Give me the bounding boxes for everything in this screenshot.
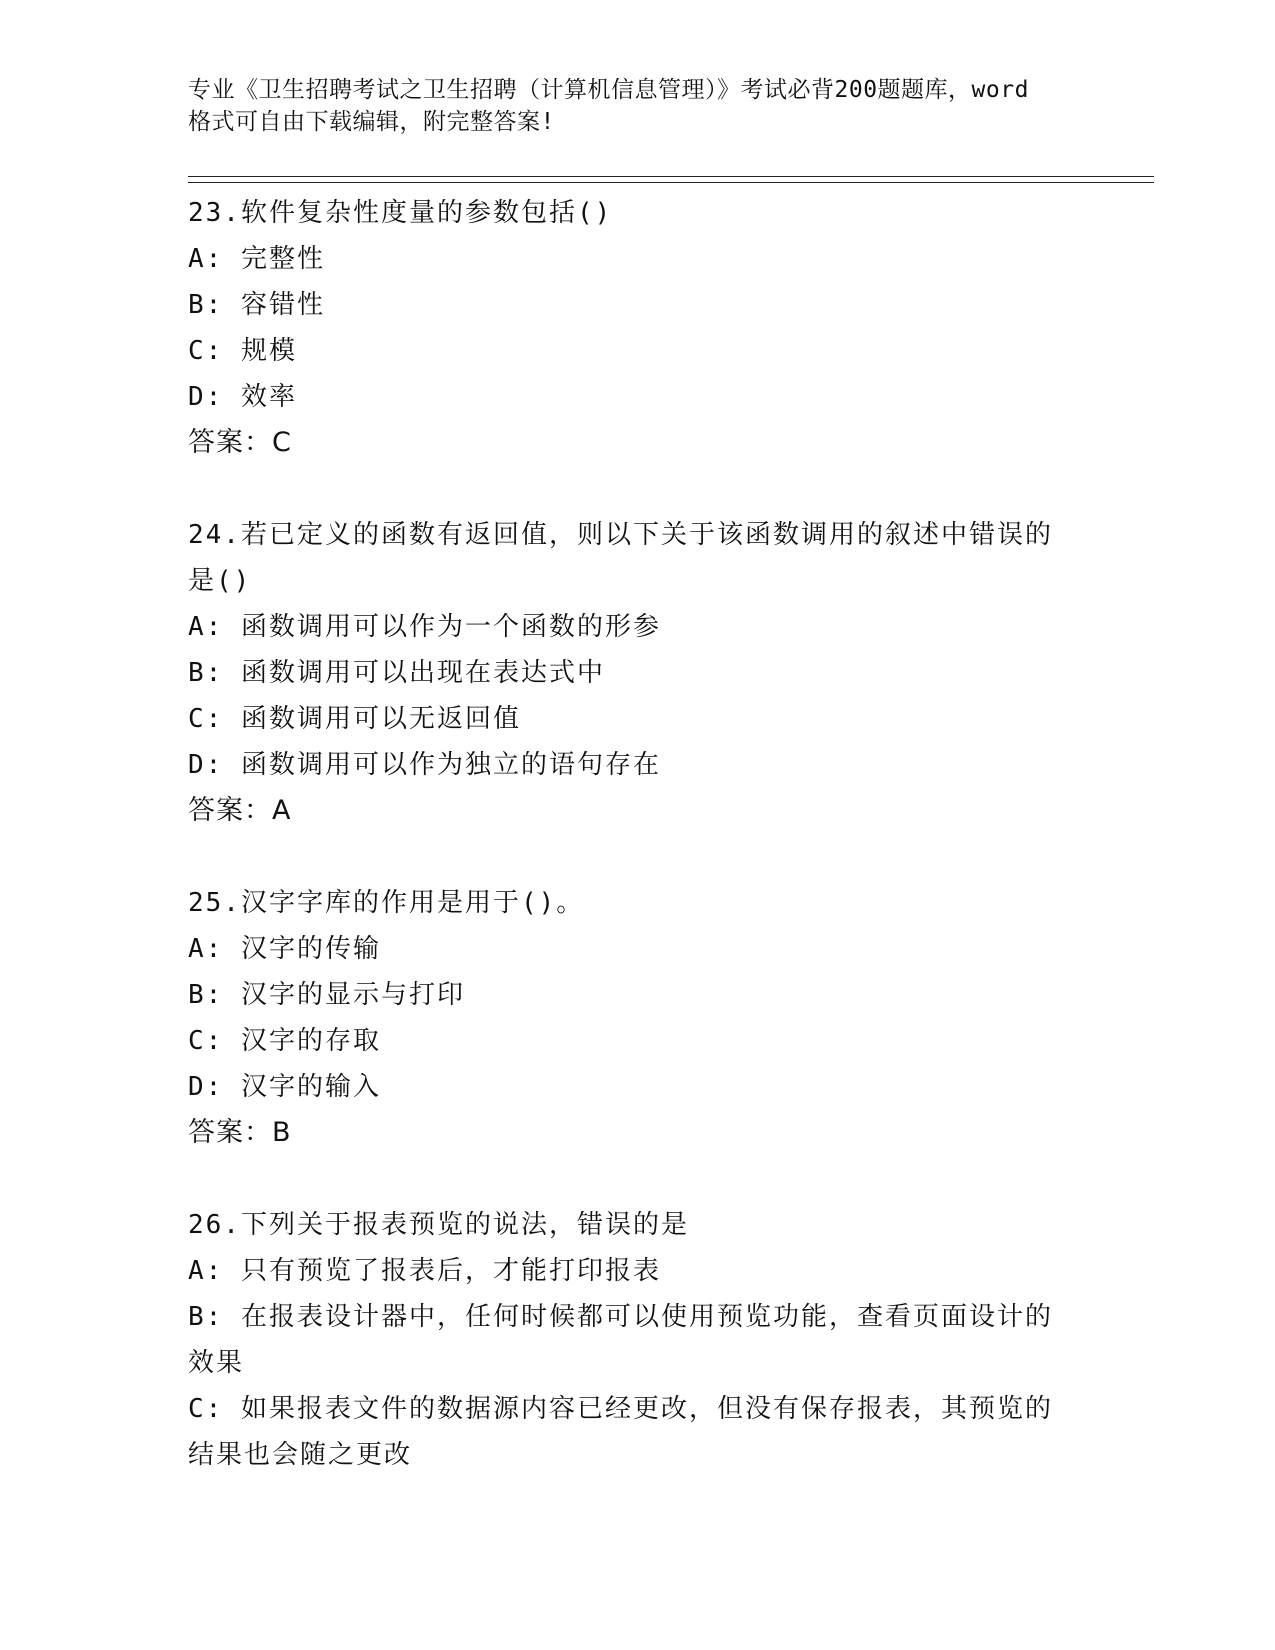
answer-option: B: 汉字的显示与打印 [188, 980, 465, 1010]
answer-option: C: 函数调用可以无返回值 [188, 704, 521, 734]
answer-option: A: 完整性 [188, 244, 325, 274]
question-block [188, 512, 1088, 834]
question-stem: 是() [188, 566, 252, 596]
answer-key: 答案：B [188, 1117, 292, 1148]
question-block [188, 1202, 1088, 1478]
question-stem: 25.汉字字库的作用是用于()。 [188, 888, 585, 918]
answer-option: A: 只有预览了报表后，才能打印报表 [188, 1256, 661, 1286]
answer-option: D: 函数调用可以作为独立的语句存在 [188, 750, 661, 780]
answer-option: B: 在报表设计器中，任何时候都可以使用预览功能，查看页面设计的 [188, 1302, 1053, 1332]
question-stem: 26.下列关于报表预览的说法，错误的是 [188, 1210, 689, 1240]
question-block [188, 190, 1088, 466]
question-stem: 23.软件复杂性度量的参数包括() [188, 198, 613, 228]
header-line-2: 格式可自由下载编辑，附完整答案! [188, 109, 555, 135]
answer-option: D: 效率 [188, 382, 297, 412]
answer-option: C: 如果报表文件的数据源内容已经更改，但没有保存报表，其预览的 [188, 1394, 1053, 1424]
header-line-1: 专业《卫生招聘考试之卫生招聘（计算机信息管理）》考试必背200题题库，word [188, 77, 1029, 103]
answer-key: 答案：A [188, 795, 292, 826]
question-stem: 24.若已定义的函数有返回值，则以下关于该函数调用的叙述中错误的 [188, 520, 1053, 550]
answer-option: A: 函数调用可以作为一个函数的形参 [188, 612, 661, 642]
answer-option: C: 汉字的存取 [188, 1026, 381, 1056]
answer-key: 答案：C [188, 427, 292, 458]
document-header [188, 74, 1088, 138]
question-list [188, 190, 1088, 1524]
question-block [188, 880, 1088, 1156]
answer-option: B: 函数调用可以出现在表达式中 [188, 658, 605, 688]
answer-option: 效果 [188, 1348, 245, 1378]
answer-option: B: 容错性 [188, 290, 325, 320]
answer-option: C: 规模 [188, 336, 297, 366]
answer-option: 结果也会随之更改 [188, 1440, 413, 1470]
header-divider-bottom [188, 182, 1154, 183]
answer-option: A: 汉字的传输 [188, 934, 381, 964]
header-divider-top [188, 176, 1154, 177]
answer-option: D: 汉字的输入 [188, 1072, 381, 1102]
